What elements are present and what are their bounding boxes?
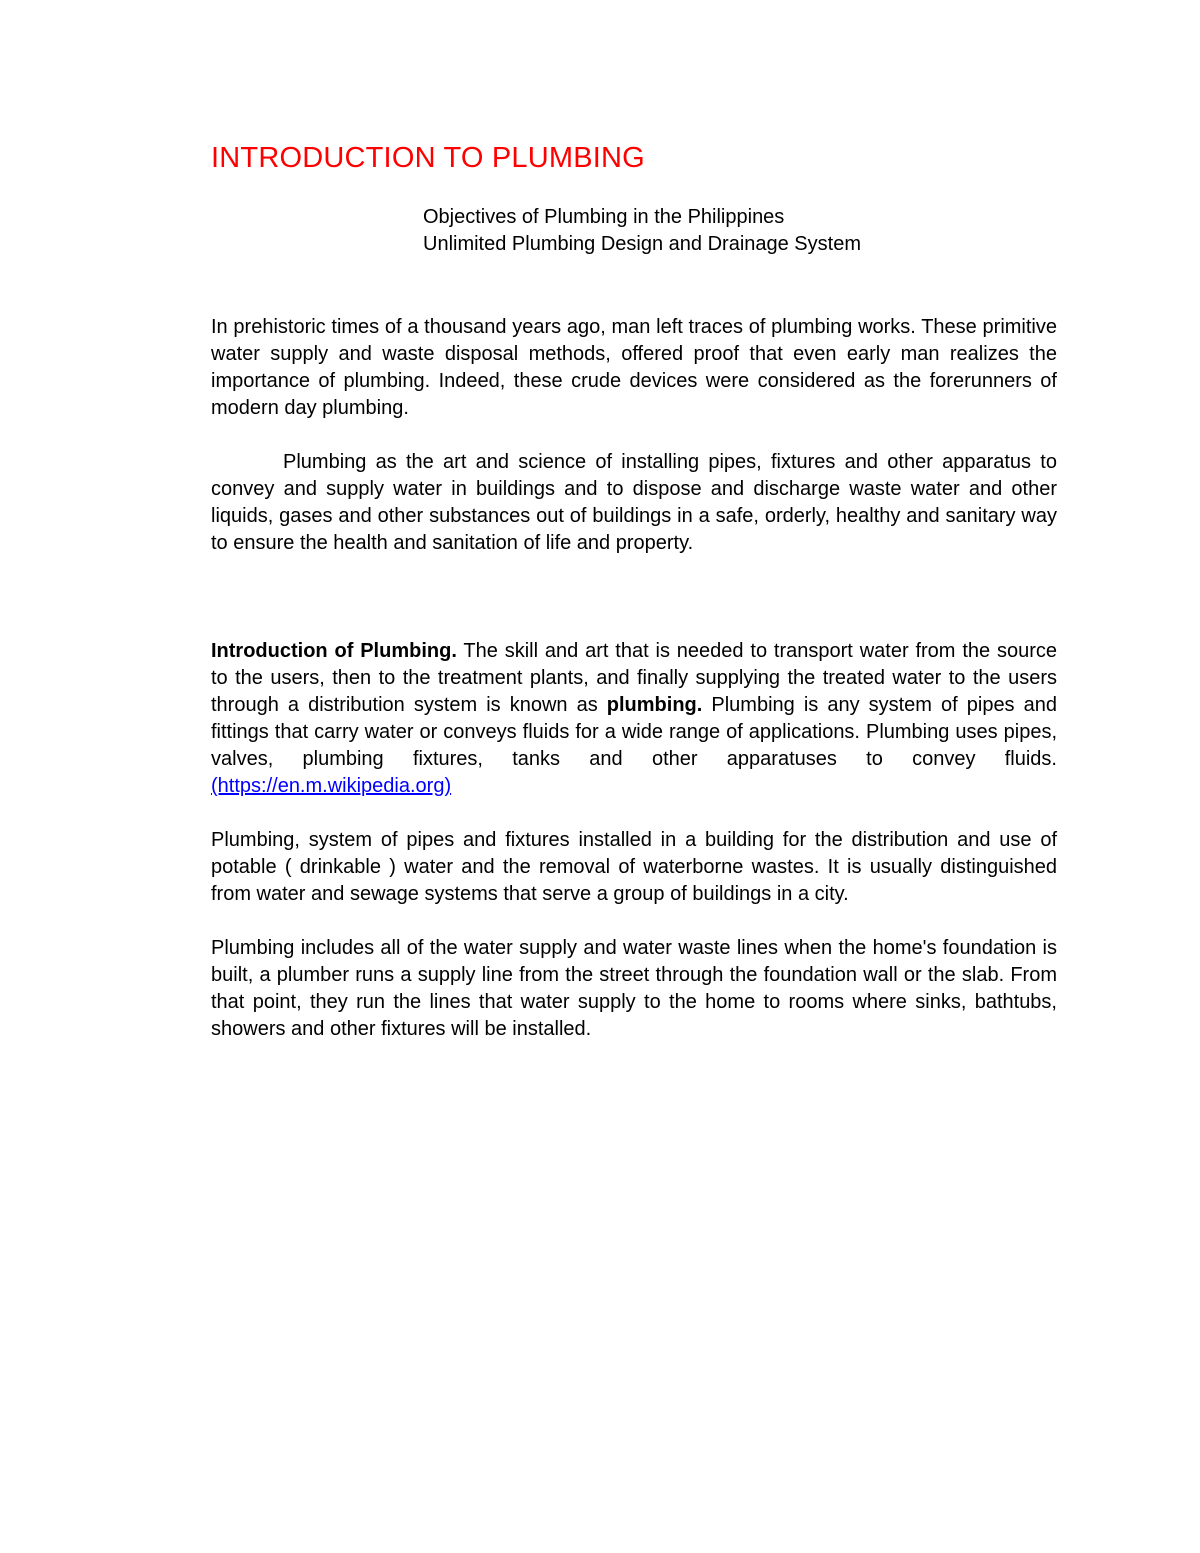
paragraph-prehistoric: In prehistoric times of a thousand years ago, man left traces of plumbing works. These primitive water supply and waste disposal methods, offered proof that even early man realizes the importance of plumbing. Indeed, these crude devices were considered as the forerunners of modern day plumbing.	[211, 316, 1057, 419]
objective-item: Objectives of Plumbing in the Philippines	[423, 206, 785, 228]
objectives-list	[423, 204, 1057, 258]
objective-item: Unlimited Plumbing Design and Drainage System	[423, 233, 861, 255]
document-title: INTRODUCTION TO PLUMBING	[211, 142, 645, 174]
plumbing-term: plumbing.	[606, 694, 703, 716]
paragraph-introduction	[211, 638, 1057, 800]
introduction-text-b: Plumbing is any system of pipes and fittings that carry water or conveys fluids for a wide range of applications. Plumbing uses pipes, valves, plumbing fixtures, tanks and other apparatuses to convey fluids.	[211, 694, 1057, 770]
document-page	[211, 138, 1057, 1043]
introduction-text-a: The skill and art that is needed to transport water from the source to the users, then to the treatment plants, and finally supplying the treated water to the users through a distribution system is known as	[211, 640, 1057, 716]
introduction-heading: Introduction of Plumbing.	[211, 640, 457, 662]
wikipedia-link[interactable]: (https://en.m.wikipedia.org)	[211, 775, 452, 797]
paragraph-system: Plumbing, system of pipes and fixtures installed in a building for the distribution and use of potable ( drinkable ) water and the removal of waterborne wastes. It is usually distinguished from water and sewage systems that serve a group of buildings in a city.	[211, 829, 1057, 905]
paragraph-definition: Plumbing as the art and science of installing pipes, fixtures and other apparatus to convey and supply water in buildings and to dispose and discharge waste water and other liquids, gases and other substances out of buildings in a safe, orderly, healthy and sanitary way to ensure the health and sanitation of life and property.	[211, 451, 1057, 554]
paragraph-water-lines: Plumbing includes all of the water supply and water waste lines when the home's foundation is built, a plumber runs a supply line from the street through the foundation wall or the slab. From that point, they run the lines that water supply to the home to rooms where sinks, bathtubs, showers and other fixtures will be installed.	[211, 937, 1057, 1040]
